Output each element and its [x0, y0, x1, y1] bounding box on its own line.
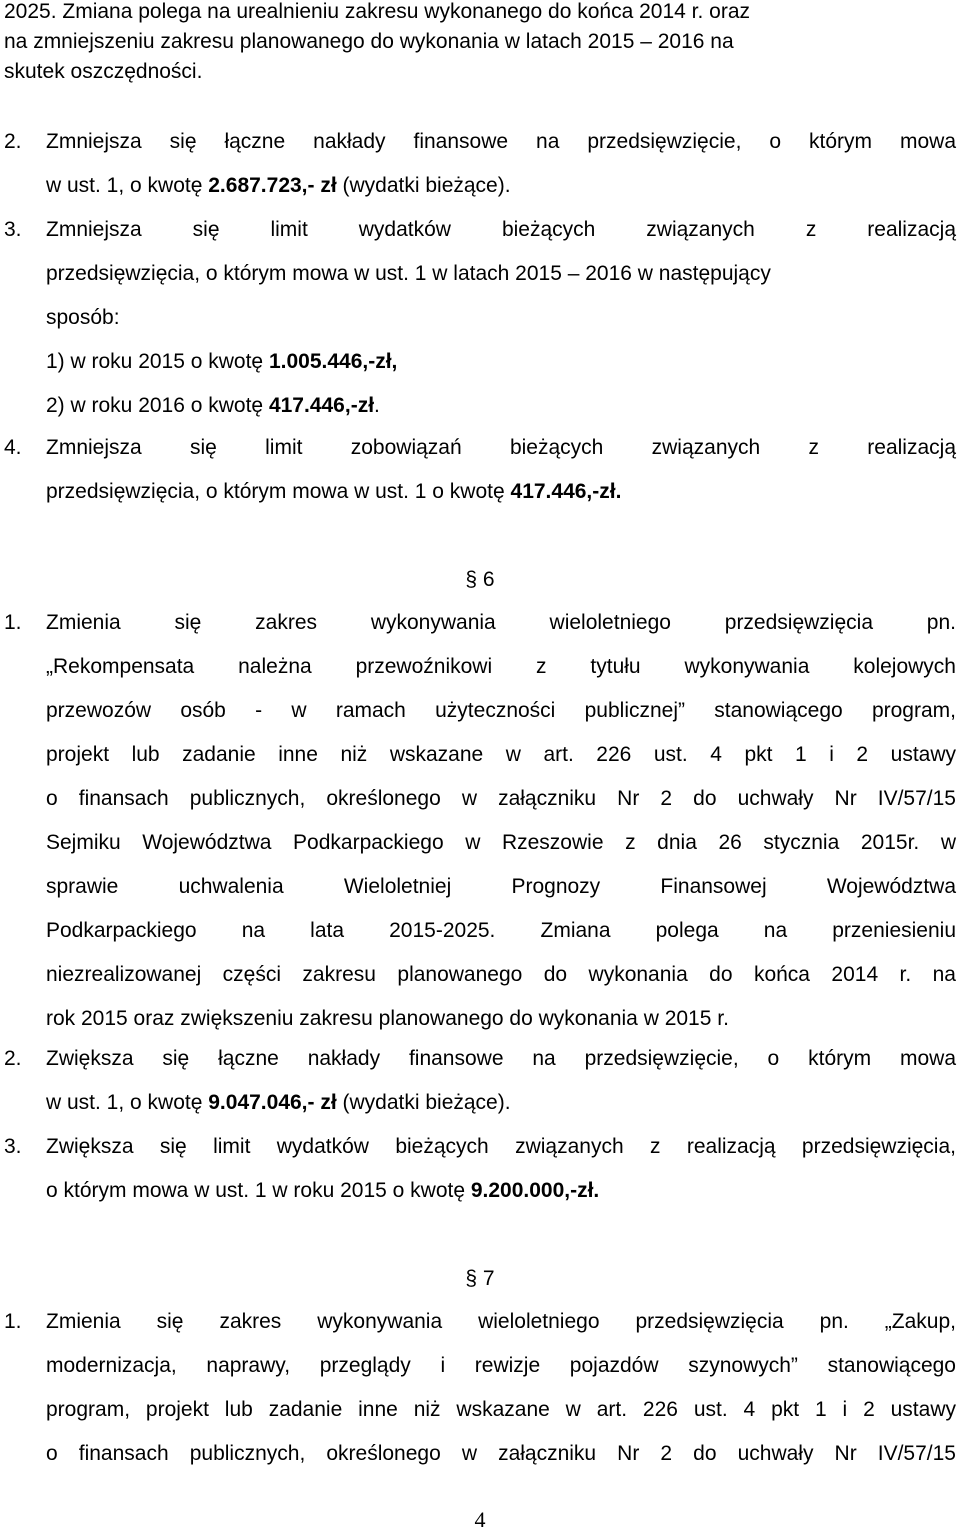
paragraph-6-3	[0, 1132, 960, 1206]
text-line: Zwiększa się limit wydatków bieżących związanych z realizacją przedsięwzięcia,	[46, 1135, 956, 1158]
text-line: skutek oszczędności.	[4, 60, 203, 83]
section-heading-6: § 6	[465, 568, 495, 591]
text-line: Zmniejsza się łączne nakłady finansowe na przedsięwzięcie, o którym mowa	[46, 130, 956, 153]
page-number: 4	[474, 1507, 486, 1532]
text-line: rok 2015 oraz zwiększeniu zakresu planowanego do wykonania w 2015 r.	[46, 1007, 729, 1030]
paragraph-6-1	[0, 608, 960, 1034]
text-line: na zmniejszeniu zakresu planowanego do wykonania w latach 2015 – 2016 na	[4, 30, 734, 53]
text-line: Podkarpackiego na lata 2015-2025. Zmiana polega na przeniesieniu	[46, 919, 956, 942]
text-line: o którym mowa w ust. 1 w roku 2015 o kwotę 9.200.000,-zł.	[46, 1179, 600, 1202]
text-line: 2025. Zmiana polega na urealnieniu zakresu wykonanego do końca 2014 r. oraz	[4, 0, 751, 23]
paragraph-7-1	[0, 1307, 960, 1469]
item-number: 3.	[4, 218, 22, 241]
text-line: o finansach publicznych, określonego w załączniku Nr 2 do uchwały Nr IV/57/15	[46, 1442, 956, 1465]
text-line: w ust. 1, o kwotę 9.047.046,- zł (wydatki bieżące).	[46, 1091, 511, 1114]
paragraph-6-2	[0, 1044, 960, 1118]
text-line: przedsięwzięcia, o którym mowa w ust. 1 o kwotę 417.446,-zł.	[46, 480, 622, 503]
item-number: 1.	[4, 1310, 22, 1333]
item-number: 2.	[4, 1047, 22, 1070]
text-line: projekt lub zadanie inne niż wskazane w art. 226 ust. 4 pkt 1 i 2 ustawy	[46, 743, 956, 766]
text-line: sprawie uchwalenia Wieloletniej Prognozy Finansowej Województwa	[46, 875, 956, 898]
text-line: sposób:	[46, 306, 120, 329]
item-number: 3.	[4, 1135, 22, 1158]
text-line: przedsięwzięcia, o którym mowa w ust. 1 w latach 2015 – 2016 w następujący	[46, 262, 771, 285]
text-line: 2) w roku 2016 o kwotę 417.446,-zł.	[46, 394, 380, 417]
text-line: Zmniejsza się limit wydatków bieżących związanych z realizacją	[46, 218, 956, 241]
text-line: modernizacja, naprawy, przeglądy i rewizje pojazdów szynowych” stanowiącego	[46, 1354, 956, 1377]
text-line: o finansach publicznych, określonego w załączniku Nr 2 do uchwały Nr IV/57/15	[46, 787, 956, 810]
text-line: niezrealizowanej części zakresu planowanego do wykonania do końca 2014 r. na	[46, 963, 956, 986]
text-line: program, projekt lub zadanie inne niż wskazane w art. 226 ust. 4 pkt 1 i 2 ustawy	[46, 1398, 956, 1421]
paragraph-continuation	[0, 0, 960, 87]
text-line: w ust. 1, o kwotę 2.687.723,- zł (wydatki bieżące).	[46, 174, 511, 197]
text-line: Zmniejsza się limit zobowiązań bieżących związanych z realizacją	[46, 436, 956, 459]
section-heading-7: § 7	[465, 1267, 495, 1290]
paragraph-3	[0, 215, 960, 421]
item-number: 4.	[4, 436, 22, 459]
paragraph-4	[0, 433, 960, 507]
text-line: „Rekompensata należna przewoźnikowi z tytułu wykonywania kolejowych	[46, 655, 956, 678]
paragraph-2	[0, 127, 960, 201]
text-line: Zmienia się zakres wykonywania wieloletniego przedsięwzięcia pn. „Zakup,	[46, 1310, 956, 1333]
text-line: przewozów osób - w ramach użyteczności publicznej” stanowiącego program,	[46, 699, 956, 722]
text-line: 1) w roku 2015 o kwotę 1.005.446,-zł,	[46, 350, 398, 373]
item-number: 2.	[4, 130, 22, 153]
text-line: Zmienia się zakres wykonywania wieloletniego przedsięwzięcia pn.	[46, 611, 956, 634]
text-line: Zwiększa się łączne nakłady finansowe na przedsięwzięcie, o którym mowa	[46, 1047, 956, 1070]
text-line: Sejmiku Województwa Podkarpackiego w Rzeszowie z dnia 26 stycznia 2015r. w	[46, 831, 956, 854]
item-number: 1.	[4, 611, 22, 634]
